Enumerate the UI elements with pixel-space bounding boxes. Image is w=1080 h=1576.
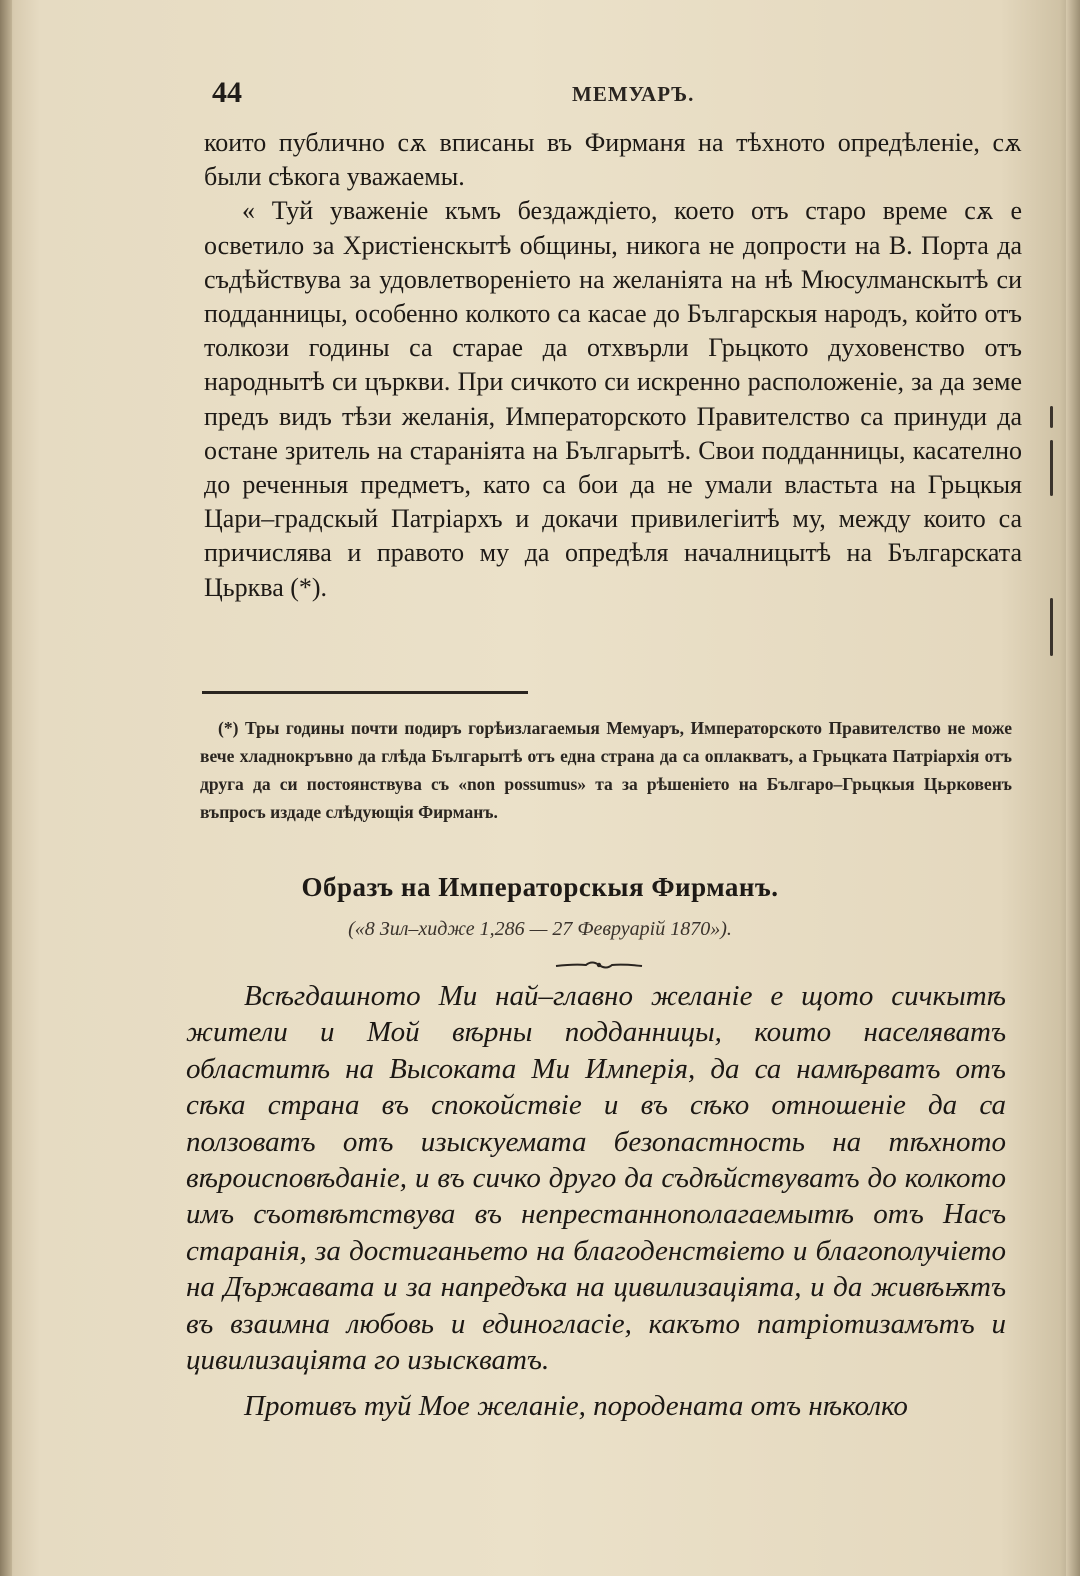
main-text [204,126,1022,605]
footnote-rule [202,691,528,694]
page-number: 44 [212,76,242,109]
footnote-marker: (*) [218,718,239,738]
running-title: МЕМУАРЪ. [572,82,695,106]
main-paragraph: « Туй уваженіе къмъ бездаждіето, което отъ старо време сѫ е осветило за Христіенскытѣ общины, никога не допрости на В. Порта да съдѣйствува за удовлетвореніето на желаніята на нѣ Мюсулманскытѣ си подданницы, особенно колкото са касае до Българскыя народъ, който отъ толкози годины са старае да отхвърли Грьцкото духовенство отъ народнытѣ си църкви. При сичкото си искренно расположеніе, за да земе предъ видъ тѣзи желанія, Императорското Правителство са принуди да остане зритель на стараніята на Българытѣ. Свои подданницы, касателно до реченныя предметъ, като са бои да не умали властьта на Грьцкыя Цари–градскый Патріархъ и докачи привилегіитѣ му, между които са причислява и правото му да опредѣля началницытѣ на Българската Цьрква (*). [204,196,1022,602]
page-edge [1066,0,1080,1576]
ornament-divider [554,958,644,972]
footnote [200,714,1012,826]
margin-mark [1050,598,1053,656]
decree-body [186,978,1006,1425]
decree-date: («8 Зил–хидже 1,286 — 27 Февруарій 1870»). [348,918,732,940]
decree-paragraph: Всѣгдашното Ми най–главно желаніе е щото сичкытѣ жители и Мой вѣрны подданницы, които населяватъ областитѣ на Высоката Ми Имперія, да са намѣрватъ отъ сѣка страна въ спокойствіе и въ сѣко отношеніе да са ползоватъ отъ изыскуемата безопастность на тѣхното вѣроисповѣданіе, и въ сичко друго да съдѣйствуватъ до колкото имъ съотвѣтствува въ непрестаннополагаемытѣ отъ Насъ старанія, за достиганьето на благоденствіето и благополучіето на Държавата и за напредъка на цивилизаціята, и да живѣѭтъ въ взаимна любовь и единогласіе, какъто патріотизамътъ и цивилизаціята го изыскватъ. [186,980,1006,1377]
decree-title: Образъ на Императорскыя Фирманъ. [301,872,779,902]
margin-mark [1050,440,1053,496]
margin-mark [1050,406,1053,428]
main-paragraph: които публично сѫ вписаны въ Фирманя на тѣхното опредѣленіе, сѫ были сѣкога уважаемы. [204,128,1022,192]
page-header [0,72,1080,112]
page-gutter [0,0,12,1576]
decree-paragraph: Противъ туй Мое желаніе, породената отъ нѣколко [244,1390,908,1423]
footnote-text: Тры годины почти подиръ горѣизлагаемыя Мемуаръ, Императорското Правителство не може вече хладнокръвно да глѣда Българытѣ отъ една страна да са оплакватъ, а Грьцката Патріархія отъ друга да си постоянствува съ «non possumus» та за рѣшеніето на Българо–Грьцкыя Цьрковенъ въпросъ издаде слѣдующія Фирманъ. [200,718,1012,822]
